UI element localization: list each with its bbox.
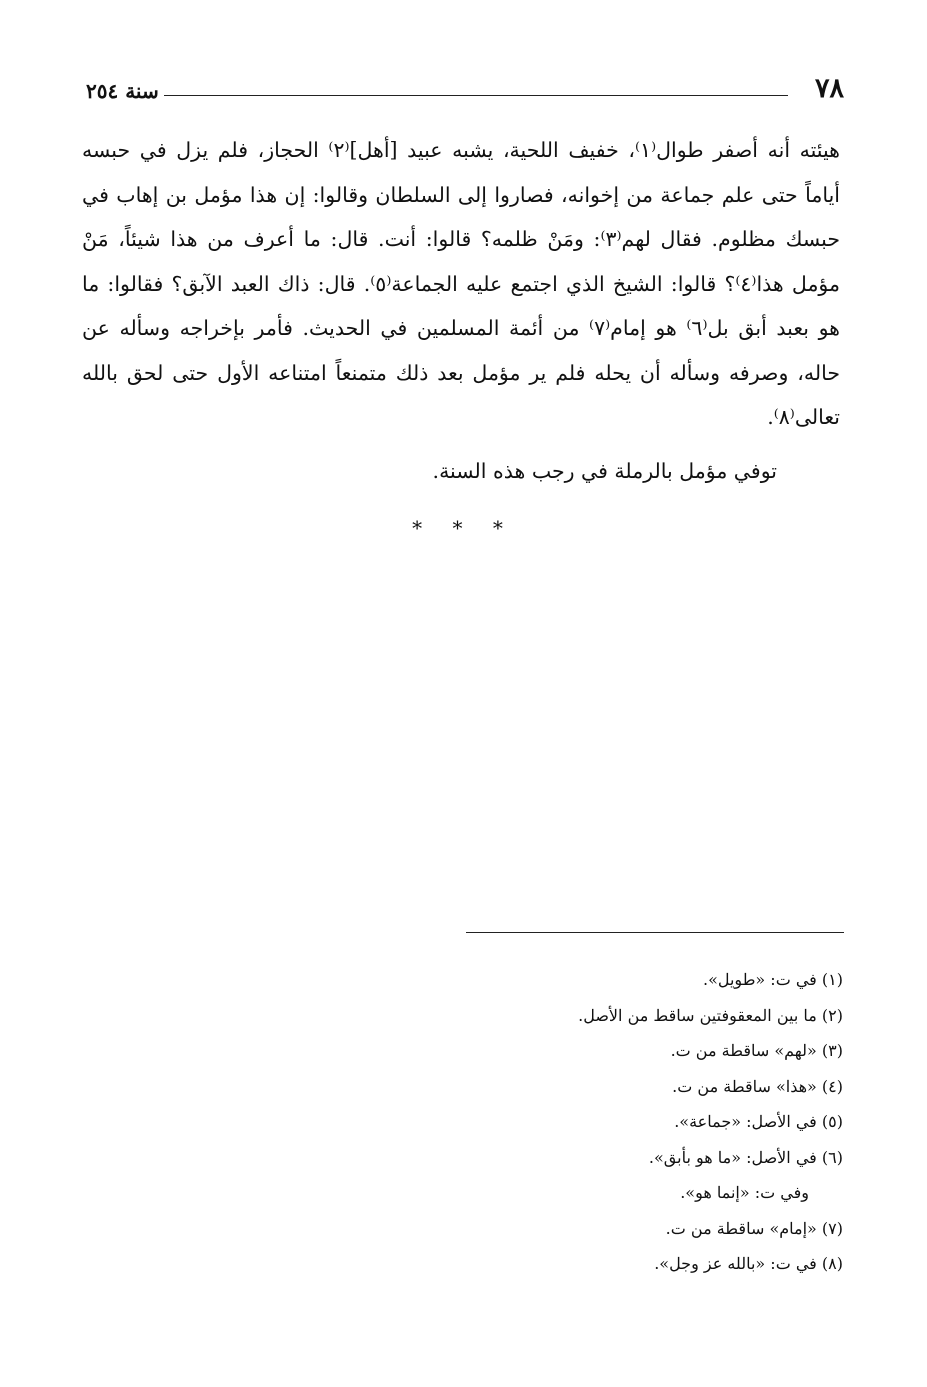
footnote-8: (٨) في ت: «بالله عز وجل». (654, 1254, 843, 1273)
body-paragraph: هيئته أنه أصفر طوال⁽١⁾، خفيف اللحية، يشبه عبيد [أهل]⁽٢⁾ الحجاز، فلم يزل في حبسه أياماً حتى علم جماعة من إخوانه، فصاروا إلى السلطان وقالوا: إن هذا مؤمل بن إهاب في حبسك مظلوم. فقال لهم⁽٣⁾: ومَنْ ظلمه؟ قالوا: أنت. قال: ما أعرف من هذا شيئاً، مَنْ مؤمل هذا⁽٤⁾؟ قالوا: الشيخ الذي اجتمع عليه الجماعة⁽٥⁾. قال: ذاك العبد الآبق؟ فقالوا: ما هو بعبد أبق بل⁽٦⁾ هو إمام⁽٧⁾ من أئمة المسلمين في الحديث. فأمر بإخراجه وسأله عن حاله، وصرفه وسأله أن يحله فلم ير مؤمل بعد ذلك متمنعاً امتناعه الأول حتى لحق بالله تعالى⁽٨⁾. (82, 138, 840, 429)
footnote-3: (٣) «لهم» ساقطة من ت. (670, 1041, 843, 1060)
main-text (82, 128, 840, 440)
running-head: سنة ٢٥٤ (86, 79, 159, 103)
footnote-1: (١) في ت: «طويل». (702, 970, 843, 989)
footnote-6-continued: وفي ت: «إنما هو». (680, 1183, 809, 1202)
section-separator: * * * (412, 516, 515, 540)
page-number: ٧٨ (814, 73, 844, 104)
footnote-2: (٢) ما بين المعقوفتين ساقط من الأصل. (578, 1005, 843, 1025)
footnote-4: (٤) «هذا» ساقطة من ت. (672, 1076, 843, 1096)
footnote-6: (٦) في الأصل: «ما هو بأبق». (648, 1147, 843, 1167)
footnote-5: (٥) في الأصل: «جماعة». (674, 1112, 843, 1131)
header-rule (164, 95, 788, 96)
footnotes (423, 962, 843, 1282)
closing-line: توفي مؤمل بالرملة في رجب هذه السنة. (432, 459, 777, 483)
footnote-7: (٧) «إمام» ساقطة من ت. (665, 1218, 843, 1238)
footnote-rule (466, 932, 844, 933)
page-header (86, 74, 846, 114)
